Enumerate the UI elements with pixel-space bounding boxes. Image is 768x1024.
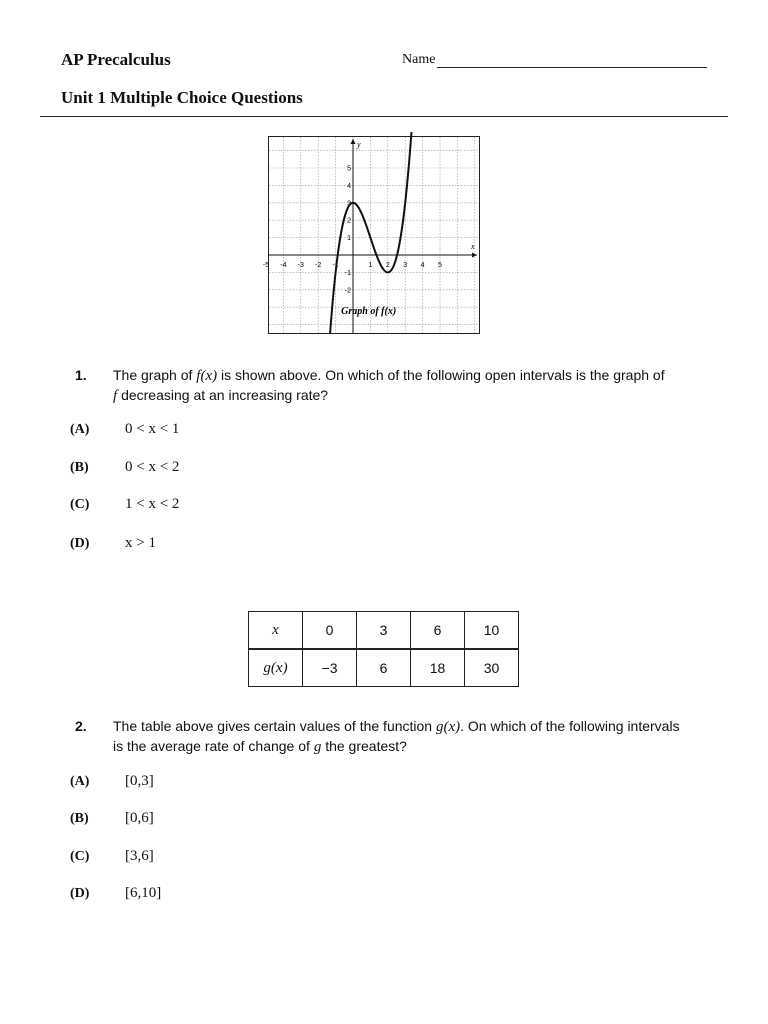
question-2-text bbox=[113, 717, 713, 757]
x-tick-label: 1 bbox=[368, 262, 373, 269]
q2-text-part: The table above gives certain values of the function bbox=[113, 718, 433, 734]
name-blank-line[interactable] bbox=[437, 54, 707, 68]
x-tick-label: 2 bbox=[385, 262, 390, 269]
y-tick-label: 5 bbox=[347, 165, 351, 173]
table-cell: 6 bbox=[411, 612, 465, 650]
q1-option-d-letter[interactable]: (D) bbox=[70, 536, 90, 551]
x-tick-label: -4 bbox=[280, 262, 287, 269]
name-field[interactable] bbox=[402, 52, 707, 68]
table-cell: 3 bbox=[357, 612, 411, 650]
q1-option-c-value[interactable]: 1 < x < 2 bbox=[125, 496, 180, 512]
table-cell: 0 bbox=[303, 612, 357, 650]
q1-f: f bbox=[113, 388, 118, 404]
unit-title: Unit 1 Multiple Choice Questions bbox=[61, 88, 303, 107]
q2-g: g bbox=[313, 739, 322, 755]
q2-option-d-value[interactable]: [6,10] bbox=[125, 885, 162, 901]
table-row bbox=[249, 612, 519, 650]
graph-svg bbox=[262, 137, 479, 333]
x-tick-label: -1 bbox=[332, 262, 339, 269]
q1-option-b-letter[interactable]: (B) bbox=[70, 460, 89, 475]
header-divider bbox=[40, 116, 728, 117]
graph-caption: Graph of f(x) bbox=[341, 306, 397, 318]
table-cell: x bbox=[249, 612, 303, 650]
q1-fx: f(x) bbox=[196, 368, 218, 384]
q1-text-part: The graph of bbox=[113, 367, 193, 383]
table-cell: g(x) bbox=[249, 649, 303, 687]
table-cell: 30 bbox=[465, 649, 519, 687]
q2-option-a-value[interactable]: [0,3] bbox=[125, 773, 154, 789]
y-tick-label: 2 bbox=[347, 217, 351, 225]
table-cell: 10 bbox=[465, 612, 519, 650]
y-axis-arrow bbox=[351, 139, 356, 144]
y-tick-label: -1 bbox=[344, 269, 351, 277]
q2-option-b-value[interactable]: [0,6] bbox=[125, 810, 154, 826]
table-cell: 18 bbox=[411, 649, 465, 687]
table-cell: 6 bbox=[357, 649, 411, 687]
function-graph bbox=[262, 136, 480, 334]
q2-gx: g(x) bbox=[435, 719, 461, 735]
q1-text-part: decreasing at an increasing rate? bbox=[121, 387, 329, 403]
x-tick-label: -2 bbox=[315, 262, 322, 269]
q2-option-d-letter[interactable]: (D) bbox=[70, 886, 90, 901]
x-tick-label: 4 bbox=[420, 262, 425, 269]
q1-option-a-value[interactable]: 0 < x < 1 bbox=[125, 421, 180, 437]
x-tick-label: -5 bbox=[262, 262, 270, 269]
course-title: AP Precalculus bbox=[61, 50, 171, 69]
question-2-number: 2. bbox=[75, 718, 87, 734]
y-tick-label: 1 bbox=[347, 235, 351, 243]
g-values-table bbox=[248, 611, 519, 687]
x-axis-arrow bbox=[472, 253, 477, 258]
table-cell: −3 bbox=[303, 649, 357, 687]
q1-option-d-value[interactable]: x > 1 bbox=[125, 535, 156, 551]
q2-text-part: is the average rate of change of bbox=[113, 738, 310, 754]
x-tick-label: 5 bbox=[438, 262, 442, 269]
q2-text-part: . On which of the following intervals bbox=[460, 718, 680, 734]
x-axis-label: x bbox=[471, 242, 475, 251]
table-row bbox=[249, 649, 519, 687]
q2-option-c-letter[interactable]: (C) bbox=[70, 849, 90, 864]
q2-option-c-value[interactable]: [3,6] bbox=[125, 848, 154, 864]
q2-option-b-letter[interactable]: (B) bbox=[70, 811, 89, 826]
q1-option-c-letter[interactable]: (C) bbox=[70, 497, 90, 512]
question-1-text bbox=[113, 366, 713, 406]
q1-option-a-letter[interactable]: (A) bbox=[70, 422, 90, 437]
curve-f bbox=[330, 132, 411, 334]
x-tick-label: 3 bbox=[403, 262, 408, 269]
q2-text-part: the greatest? bbox=[325, 738, 407, 754]
q2-option-a-letter[interactable]: (A) bbox=[70, 774, 90, 789]
q1-text-part: is shown above. On which of the following open intervals is the graph of bbox=[221, 367, 665, 383]
y-tick-label: -2 bbox=[344, 287, 351, 295]
y-tick-label: 3 bbox=[347, 200, 351, 208]
y-axis-label: y bbox=[357, 140, 361, 149]
name-label: Name bbox=[402, 52, 436, 67]
x-tick-label: -3 bbox=[297, 262, 304, 269]
q1-option-b-value[interactable]: 0 < x < 2 bbox=[125, 459, 180, 475]
question-1-number: 1. bbox=[75, 367, 87, 383]
y-tick-label: 4 bbox=[347, 182, 351, 190]
